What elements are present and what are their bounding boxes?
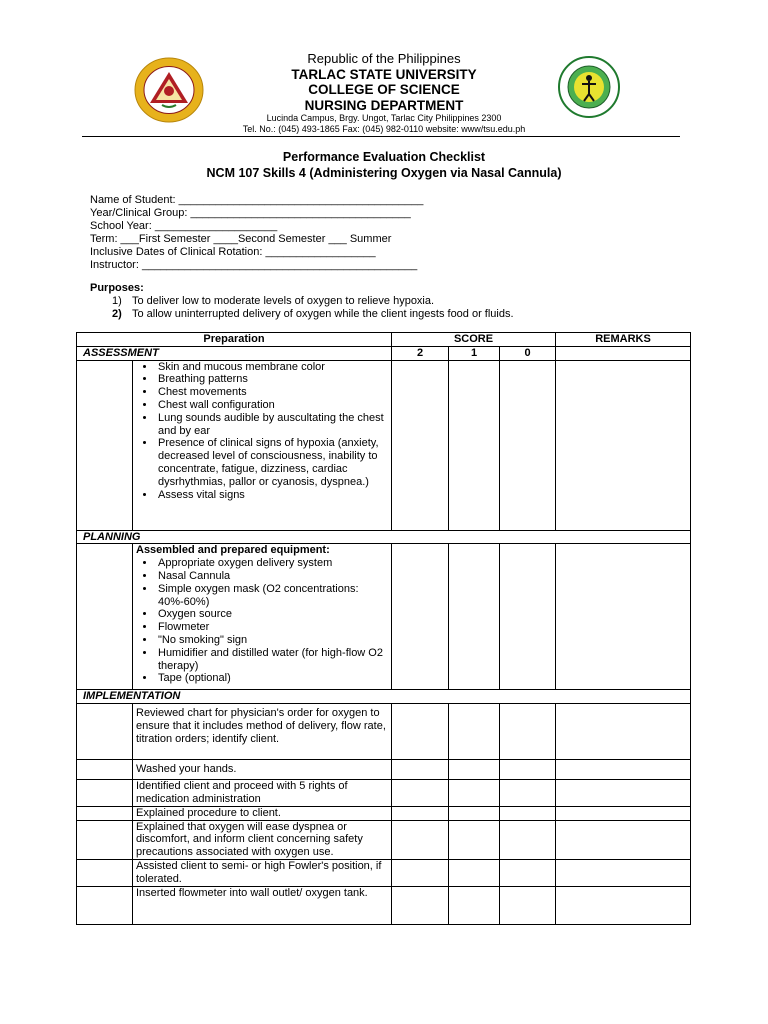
- planning-label: PLANNING: [77, 530, 691, 544]
- equipment-heading: Assembled and prepared equipment:: [136, 544, 330, 557]
- planning-items-cell: [133, 544, 392, 690]
- rotation-dates-field[interactable]: Inclusive Dates of Clinical Rotation: __________________: [90, 246, 376, 258]
- department-name: NURSING DEPARTMENT: [304, 97, 464, 113]
- assessment-label: ASSESSMENT: [77, 346, 392, 360]
- purpose-item: 1) To deliver low to moderate levels of oxygen to relieve hypoxia.: [112, 295, 435, 307]
- list-item: • Assess vital signs: [156, 489, 388, 502]
- remarks-header: REMARKS: [556, 333, 691, 347]
- score-1-cell[interactable]: [449, 780, 500, 807]
- table-row: [77, 820, 691, 859]
- remarks-cell[interactable]: [556, 780, 691, 807]
- purposes-section: [90, 282, 514, 321]
- step-number-cell: [77, 806, 133, 820]
- list-item: • "No smoking" sign: [156, 634, 388, 647]
- score-0-cell[interactable]: [500, 806, 556, 820]
- table-header-row: [77, 333, 691, 347]
- score-0-cell[interactable]: [500, 760, 556, 780]
- score-2-cell[interactable]: [392, 886, 449, 924]
- preparation-header: Preparation: [77, 333, 392, 347]
- table-row: [77, 806, 691, 820]
- purposes-title: Purposes:: [90, 282, 144, 294]
- list-item: • Skin and mucous membrane color: [156, 361, 388, 374]
- list-item: • Simple oxygen mask (O2 concentrations: 40%-60%): [156, 583, 388, 609]
- remarks-cell[interactable]: [556, 544, 691, 690]
- step-text: Washed your hands.: [133, 760, 392, 780]
- remarks-cell[interactable]: [556, 360, 691, 530]
- assessment-items-cell: [133, 360, 392, 530]
- score-1-label: 1: [449, 346, 500, 360]
- remarks-cell[interactable]: [556, 806, 691, 820]
- step-number-cell: [77, 886, 133, 924]
- score-2-cell[interactable]: [392, 704, 449, 760]
- score-2-cell[interactable]: [392, 859, 449, 886]
- remarks-cell[interactable]: [556, 859, 691, 886]
- table-row: [77, 704, 691, 760]
- republic-line: Republic of the Philippines: [307, 51, 461, 66]
- university-name: TARLAC STATE UNIVERSITY: [291, 66, 477, 82]
- score-0-cell[interactable]: [500, 544, 556, 690]
- step-text: Explained procedure to client.: [133, 806, 392, 820]
- remarks-cell[interactable]: [556, 886, 691, 924]
- term-field[interactable]: Term: ___First Semester ____Second Semester ___ Summer: [90, 233, 392, 245]
- assessment-list: [136, 361, 388, 502]
- planning-section-row: [77, 530, 691, 544]
- list-item: • Oxygen source: [156, 608, 388, 621]
- score-2-cell[interactable]: [392, 820, 449, 859]
- school-year-field[interactable]: School Year: ____________________: [90, 220, 278, 232]
- instructor-field[interactable]: Instructor: _____________________________________________: [90, 259, 418, 271]
- score-0-cell[interactable]: [500, 820, 556, 859]
- list-item: • Humidifier and distilled water (for high-flow O2 therapy): [156, 647, 388, 673]
- score-2-cell[interactable]: [392, 544, 449, 690]
- list-item: • Tape (optional): [156, 672, 388, 685]
- header-divider: [82, 136, 680, 137]
- equipment-list: [136, 557, 388, 685]
- evaluation-table: [76, 332, 691, 925]
- step-number-cell: [77, 760, 133, 780]
- list-item: • Lung sounds audible by auscultating the chest and by ear: [156, 412, 388, 438]
- purpose-item: 2) To allow uninterrupted delivery of oxygen while the client ingests food or fluids.: [112, 308, 514, 320]
- step-number-cell: [77, 780, 133, 807]
- remarks-cell[interactable]: [556, 760, 691, 780]
- step-number-cell: [77, 704, 133, 760]
- clinical-group-field[interactable]: Year/Clinical Group: ____________________________________: [90, 207, 411, 219]
- table-row: [77, 544, 691, 690]
- student-info-fields: [90, 194, 423, 272]
- table-row: [77, 859, 691, 886]
- student-name-field[interactable]: Name of Student: ________________________________________: [90, 194, 424, 206]
- step-text: Assisted client to semi- or high Fowler's position, if tolerated.: [133, 859, 392, 886]
- score-header: SCORE: [392, 333, 556, 347]
- score-0-cell[interactable]: [500, 360, 556, 530]
- table-row: [77, 760, 691, 780]
- score-0-cell[interactable]: [500, 859, 556, 886]
- step-number-cell: [77, 544, 133, 690]
- contact-line: Tel. No.: (045) 493-1865 Fax: (045) 982-0110 website: www/tsu.edu.ph: [242, 123, 526, 134]
- score-2-cell[interactable]: [392, 806, 449, 820]
- score-2-cell[interactable]: [392, 360, 449, 530]
- step-number-cell: [77, 859, 133, 886]
- table-row: [77, 780, 691, 807]
- step-number-cell: [77, 360, 133, 530]
- score-0-cell[interactable]: [500, 886, 556, 924]
- course-title: NCM 107 Skills 4 (Administering Oxygen via Nasal Cannula): [206, 165, 562, 180]
- table-row: [77, 360, 691, 530]
- score-2-label: 2: [392, 346, 449, 360]
- document-title: [0, 150, 768, 181]
- step-text: Explained that oxygen will ease dyspnea or discomfort, and inform client concerning safety precautions associated with oxygen use.: [133, 820, 392, 859]
- implementation-label: IMPLEMENTATION: [77, 690, 691, 704]
- score-1-cell[interactable]: [449, 704, 500, 760]
- score-2-cell[interactable]: [392, 780, 449, 807]
- assessment-section-row: [77, 346, 691, 360]
- list-item: • Presence of clinical signs of hypoxia (anxiety, decreased level of consciousness, inability to concentrate, fatigue, dizziness, cardiac dysrhythmias, pallor or cyanosis, dyspnea.): [156, 437, 388, 488]
- score-1-cell[interactable]: [449, 820, 500, 859]
- step-text: Reviewed chart for physician's order for oxygen to ensure that it includes method of delivery, flow rate, titration orders; identify client.: [133, 704, 392, 760]
- address-line: Lucinda Campus, Brgy. Ungot, Tarlac City Philippines 2300: [266, 113, 502, 124]
- score-0-cell[interactable]: [500, 704, 556, 760]
- score-1-cell[interactable]: [449, 806, 500, 820]
- list-item: • Nasal Cannula: [156, 570, 388, 583]
- score-0-cell[interactable]: [500, 780, 556, 807]
- remarks-cell: [556, 346, 691, 360]
- list-item: • Appropriate oxygen delivery system: [156, 557, 388, 570]
- score-1-cell[interactable]: [449, 544, 500, 690]
- step-text: Inserted flowmeter into wall outlet/ oxygen tank.: [133, 886, 392, 924]
- score-0-label: 0: [500, 346, 556, 360]
- remarks-cell[interactable]: [556, 820, 691, 859]
- list-item: • Chest movements: [156, 386, 388, 399]
- step-text: Identified client and proceed with 5 rights of medication administration: [133, 780, 392, 807]
- list-item: • Chest wall configuration: [156, 399, 388, 412]
- table-row: [77, 886, 691, 924]
- college-name: COLLEGE OF SCIENCE: [308, 82, 460, 98]
- list-item: • Flowmeter: [156, 621, 388, 634]
- implementation-section-row: [77, 690, 691, 704]
- score-1-cell[interactable]: [449, 859, 500, 886]
- score-1-cell[interactable]: [449, 760, 500, 780]
- step-number-cell: [77, 820, 133, 859]
- score-2-cell[interactable]: [392, 760, 449, 780]
- checklist-title: Performance Evaluation Checklist: [282, 150, 486, 164]
- letterhead: [0, 52, 768, 134]
- remarks-cell[interactable]: [556, 704, 691, 760]
- score-1-cell[interactable]: [449, 360, 500, 530]
- list-item: • Breathing patterns: [156, 373, 388, 386]
- score-1-cell[interactable]: [449, 886, 500, 924]
